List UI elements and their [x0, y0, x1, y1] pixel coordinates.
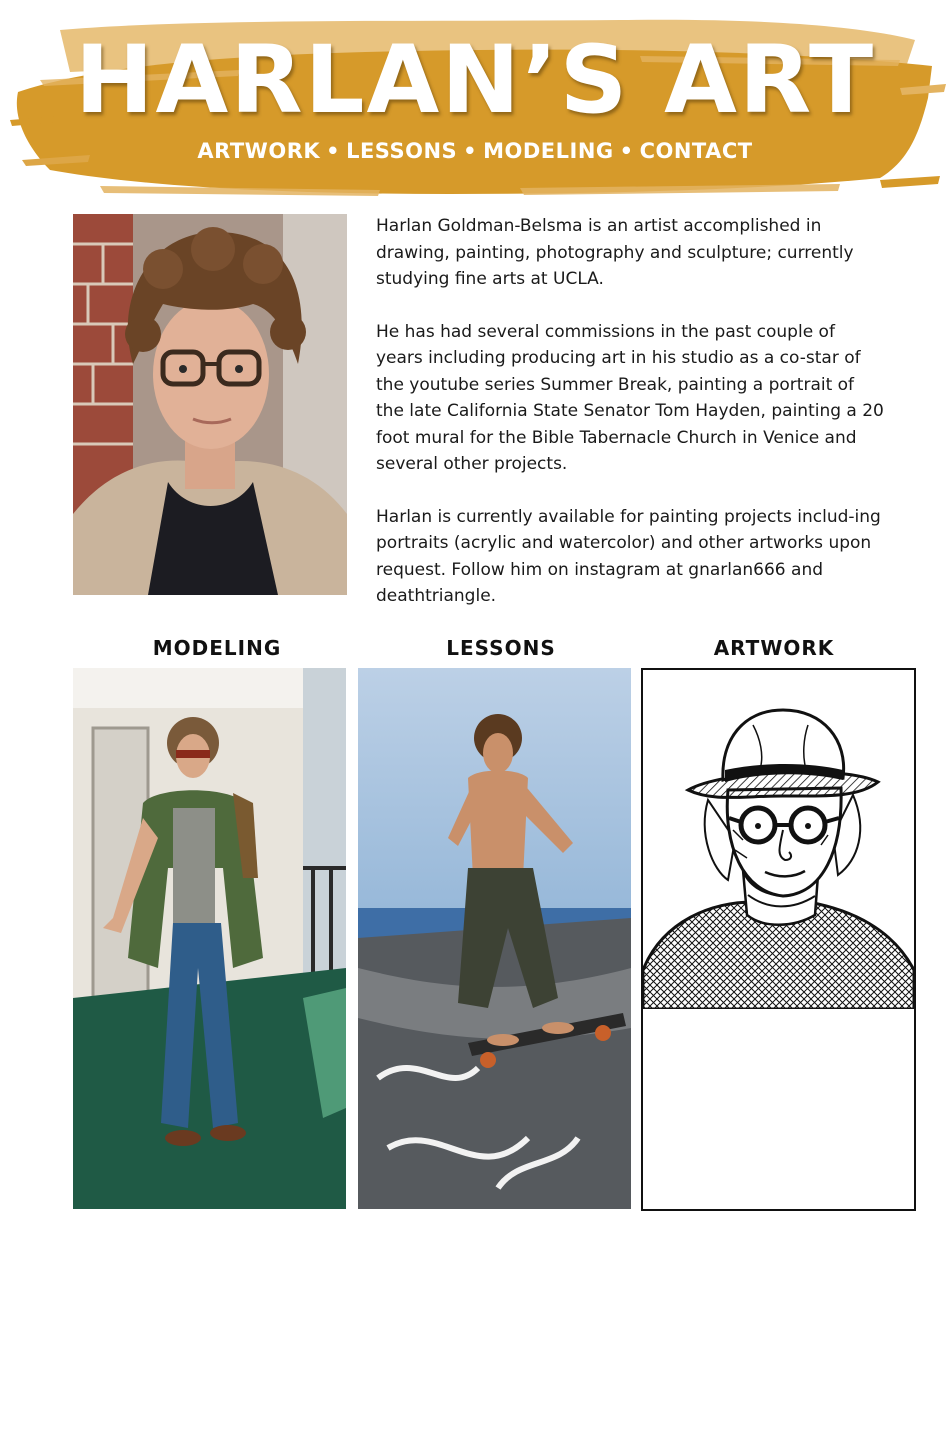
lessons-section-link[interactable]: LESSONS — [446, 636, 556, 660]
nav-separator: • — [463, 139, 478, 163]
nav-separator: • — [619, 139, 634, 163]
main-nav — [0, 139, 950, 163]
nav-contact-link[interactable]: CONTACT — [639, 139, 753, 163]
nav-separator: • — [326, 139, 341, 163]
nav-modeling-link[interactable]: MODELING — [483, 139, 614, 163]
portrait-photo — [73, 214, 347, 595]
site-title: HARLAN’S ART — [74, 26, 876, 135]
modeling-photo[interactable] — [73, 668, 346, 1209]
bio-text — [376, 213, 886, 636]
bio-paragraph: Harlan is currently available for painting projects includ-ing portraits (acrylic and watercolor) and other artworks upon request. Follow him on instagram at gnarlan666 and deathtriangle. — [376, 506, 881, 606]
artwork-drawing[interactable] — [641, 668, 916, 1211]
bio-paragraph: Harlan Goldman-Belsma is an artist accomplished in drawing, painting, photography and sculpture; currently studying fine arts at UCLA. — [376, 216, 854, 289]
artwork-section-link[interactable]: ARTWORK — [713, 636, 835, 660]
lessons-photo[interactable] — [358, 668, 631, 1209]
nav-artwork-link[interactable]: ARTWORK — [197, 139, 321, 163]
nav-lessons-link[interactable]: LESSONS — [346, 139, 458, 163]
bio-paragraph: He has had several commissions in the past couple of years including producing art in his studio as a co-star of the youtube series Summer Break, painting a portrait of the late California State Senator Tom Hayden, painting a 20 foot mural for the Bible Tabernacle Church in Venice and several other projects. — [376, 321, 884, 474]
header-banner — [0, 0, 950, 205]
modeling-section-link[interactable]: MODELING — [152, 636, 282, 660]
